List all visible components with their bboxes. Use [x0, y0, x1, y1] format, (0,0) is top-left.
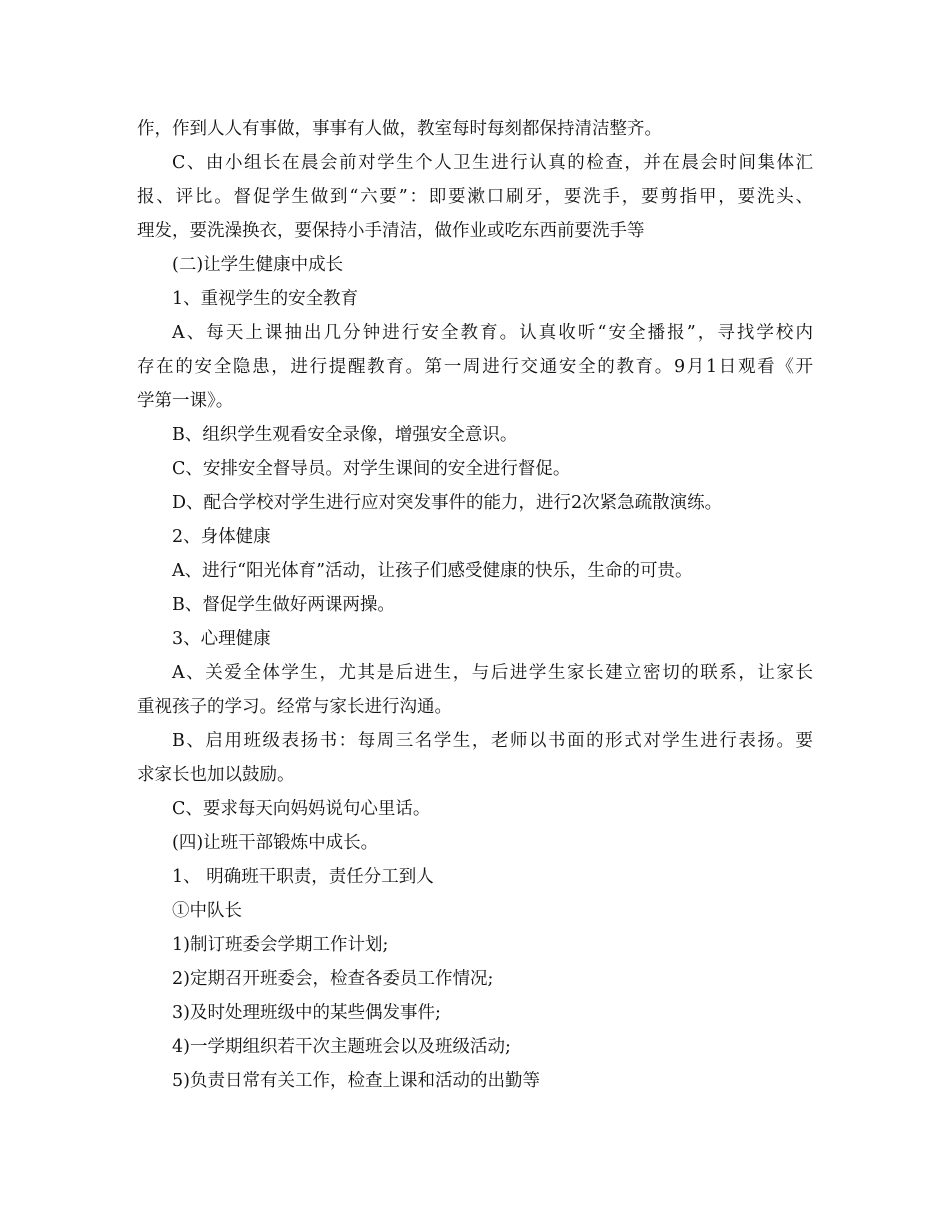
- paragraph-line: B、督促学生做好两课两操。: [172, 595, 395, 615]
- list-item: 4)一学期组织若干次主题班会以及班级活动;: [172, 1037, 511, 1057]
- subsection-heading: 2、身体健康: [172, 527, 271, 547]
- paragraph-line: C、由小组长在晨会前对学生个人卫生进行认真的检查，并在晨会时间集体汇: [172, 153, 813, 173]
- section-heading: (二)让学生健康中成长: [172, 255, 344, 275]
- paragraph-line: 报、评比。督促学生做到“六要”：即要漱口刷牙，要洗手，要剪指甲，要洗头、: [137, 187, 813, 207]
- list-item: 2)定期召开班委会，检查各委员工作情况;: [172, 969, 494, 989]
- paragraph-line: B、组织学生观看安全录像，增强安全意识。: [172, 425, 518, 445]
- subsection-heading: 1、重视学生的安全教育: [172, 289, 359, 309]
- subsection-heading: 1、 明确班干职责，责任分工到人: [172, 867, 434, 887]
- paragraph-line: 存在的安全隐患，进行提醒教育。第一周进行交通安全的教育。9月1日观看《开: [137, 357, 813, 377]
- paragraph-line: A、关爱全体学生，尤其是后进生，与后进学生家长建立密切的联系，让家长: [172, 663, 813, 683]
- paragraph-line: D、配合学校对学生进行应对突发事件的能力，进行2次紧急疏散演练。: [172, 493, 723, 513]
- paragraph-line: 作，作到人人有事做，事事有人做，教室每时每刻都保持清洁整齐。: [137, 119, 662, 139]
- list-item: 1)制订班委会学期工作计划;: [172, 935, 389, 955]
- paragraph-line: A、每天上课抽出几分钟进行安全教育。认真收听“安全播报”，寻找学校内: [172, 323, 813, 343]
- list-item: 5)负责日常有关工作，检查上课和活动的出勤等: [172, 1071, 540, 1091]
- paragraph-line: 理发，要洗澡换衣，要保持小手清洁，做作业或吃东西前要洗手等: [137, 221, 645, 241]
- section-heading: (四)让班干部锻炼中成长。: [172, 833, 379, 853]
- paragraph-line: C、安排安全督导员。对学生课间的安全进行督促。: [172, 459, 571, 479]
- paragraph-line: 重视孩子的学习。经常与家长进行沟通。: [137, 697, 452, 717]
- list-item: 3)及时处理班级中的某些偶发事件;: [172, 1003, 441, 1023]
- paragraph-line: 求家长也加以鼓励。: [137, 765, 295, 785]
- paragraph-line: B、启用班级表扬书：每周三名学生，老师以书面的形式对学生进行表扬。要: [172, 731, 813, 751]
- list-heading: ①中队长: [172, 901, 242, 921]
- subsection-heading: 3、心理健康: [172, 629, 271, 649]
- paragraph-line: C、要求每天向妈妈说句心里话。: [172, 799, 431, 819]
- document-body: [137, 112, 813, 1098]
- paragraph-line: A、进行“阳光体育”活动，让孩子们感受健康的快乐，生命的可贵。: [172, 561, 693, 581]
- paragraph-line: 学第一课》。: [137, 391, 234, 411]
